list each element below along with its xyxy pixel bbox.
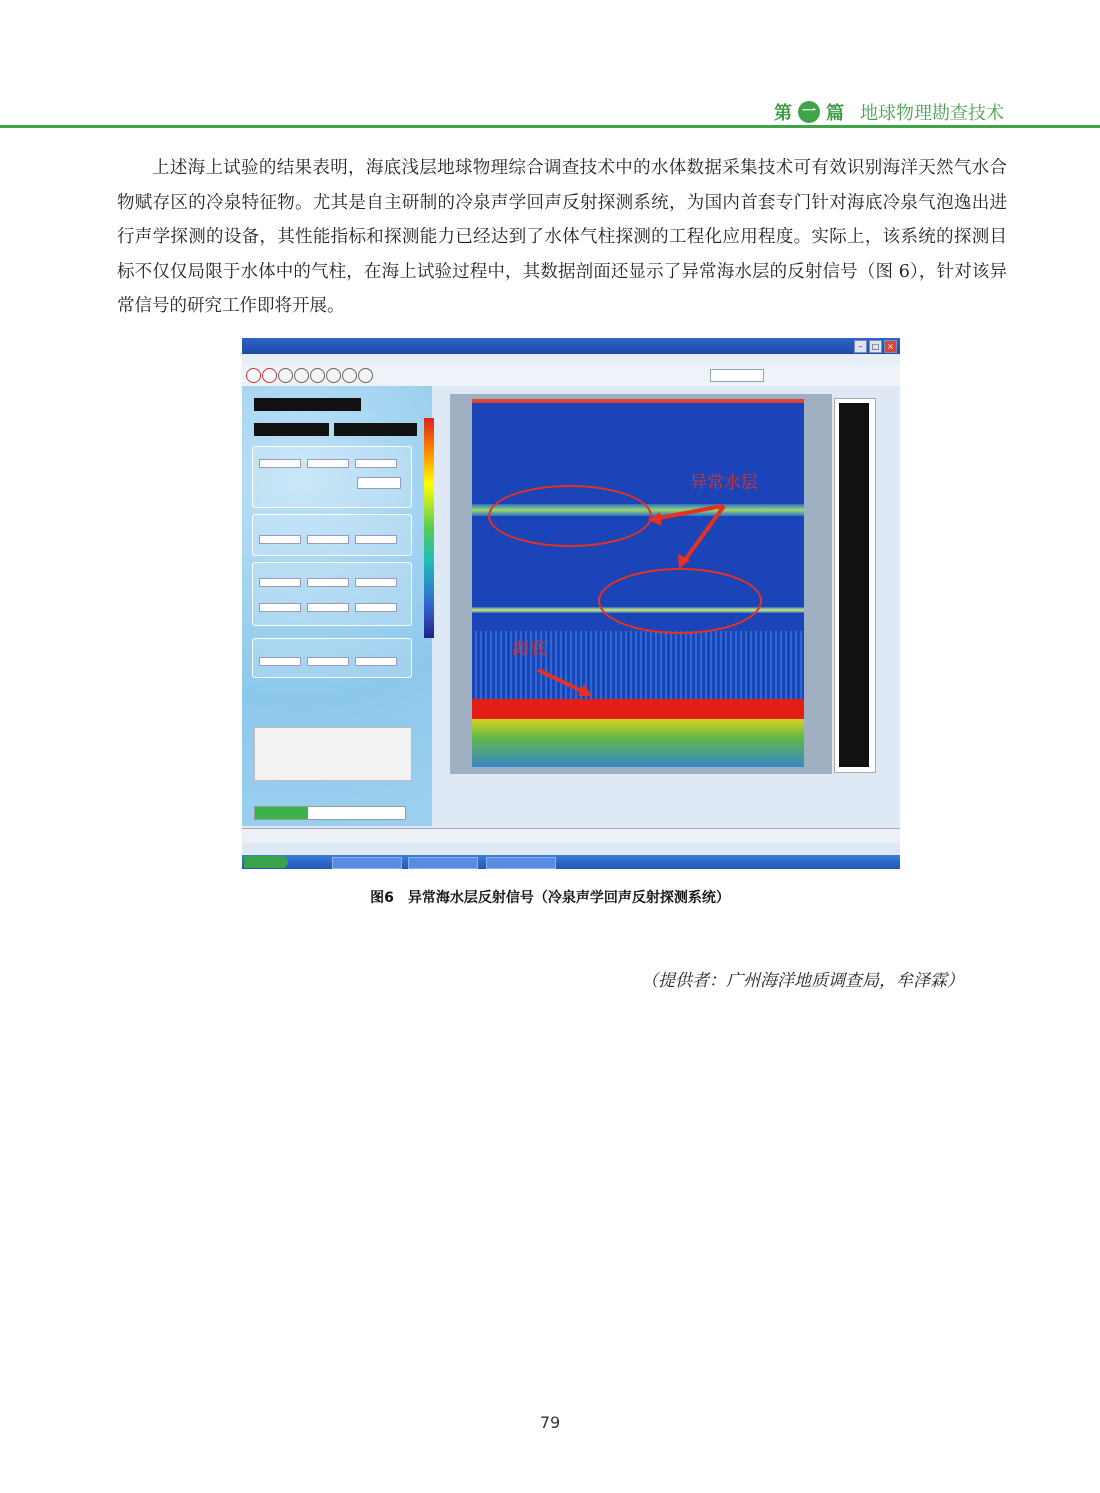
- start-button: [244, 856, 288, 868]
- taskbar-item: [486, 857, 556, 869]
- header-subject: 地球物理勘查技术: [860, 103, 1004, 124]
- figure-caption: 图6 异常海水层反射信号（冷泉声学回声反射探测系统）: [370, 890, 730, 906]
- figure-screenshot: [242, 338, 900, 869]
- annotation-arrows: [242, 338, 900, 869]
- body-paragraph: 上述海上试验的结果表明，海底浅层地球物理综合调查技术中的水体数据采集技术可有效识别海洋天然气水合物赋存区的冷泉特征物。尤其是自主研制的冷泉声学回声反射探测系统，为国内首套专门针对海底冷泉气泡逸出进行声学探测的设备，其性能指标和探测能力已经达到了水体气柱探测的工程化应用程度。实际上，该系统的探测目标不仅仅局限于水体中的气柱，在海上试验过程中，其数据剖面还显示了异常海水层的反射信号（图 6），针对该异常信号的研究工作即将开展。: [117, 158, 1007, 316]
- annotation-anomaly: 异常水层: [690, 473, 758, 493]
- page-number: 79: [539, 1413, 561, 1432]
- status-strip: [242, 828, 900, 843]
- part-number-badge: 一: [798, 101, 820, 123]
- credit-line: （提供者：广州海洋地质调查局，牟泽霖）: [641, 971, 964, 991]
- header-title: [774, 99, 1004, 125]
- minimize-icon: –: [854, 340, 867, 353]
- part-suffix: 篇: [826, 103, 844, 124]
- taskbar-item: [332, 857, 402, 869]
- close-icon: ×: [884, 340, 897, 353]
- taskbar-item: [408, 857, 478, 869]
- header-rule: [0, 125, 1100, 128]
- annotation-seabed: 海底: [512, 639, 546, 659]
- running-header: [0, 95, 1100, 129]
- part-prefix: 第: [774, 103, 792, 124]
- os-taskbar: [242, 855, 900, 869]
- maximize-icon: □: [869, 340, 882, 353]
